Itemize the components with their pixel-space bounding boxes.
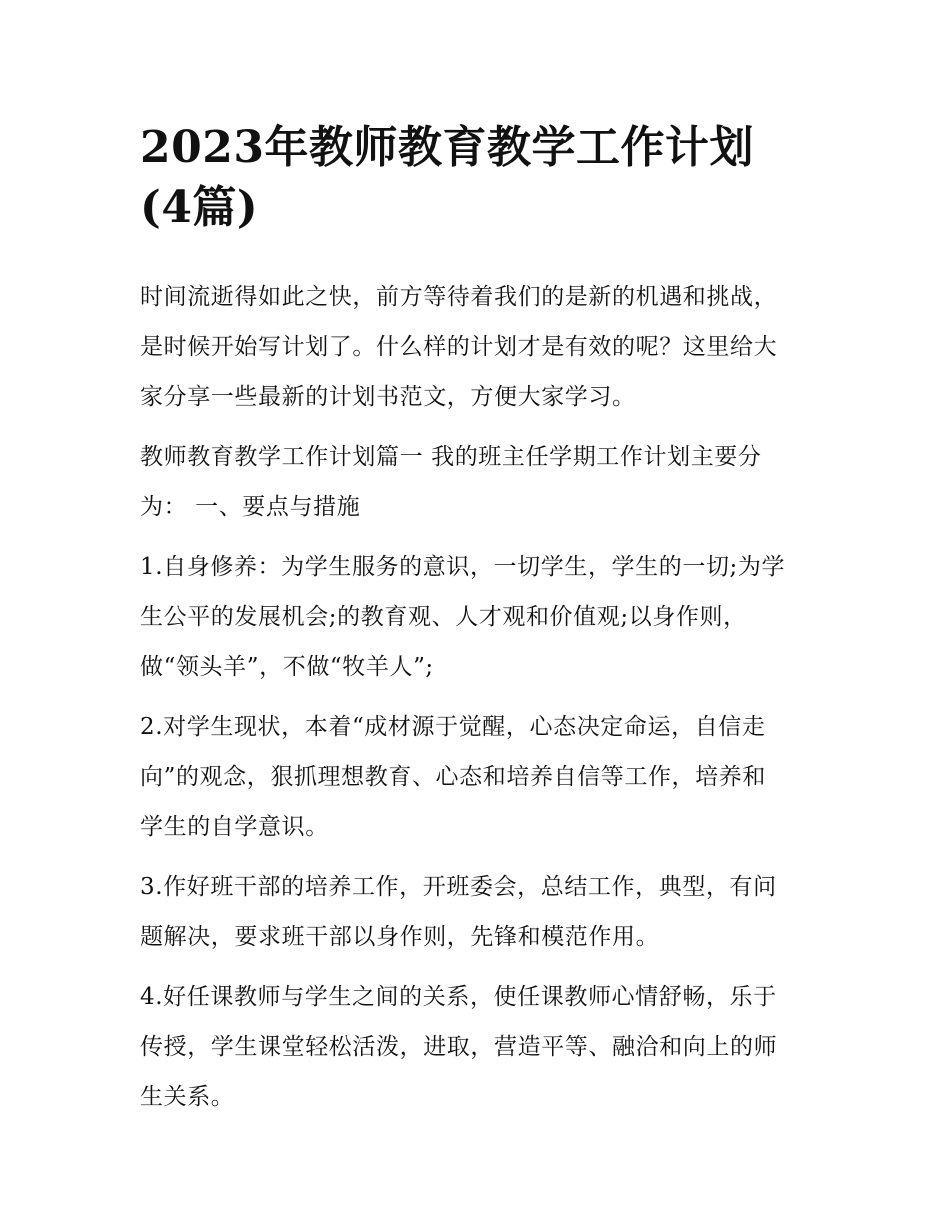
item-3-paragraph [140, 862, 812, 962]
document-page [140, 118, 812, 1132]
text-line: 教师教育教学工作计划篇一 我的班主任学期工作计划主要分 [140, 444, 762, 470]
text-line: 1.自身修养：为学生服务的意识，一切学生，学生的一切;为学 [140, 554, 786, 580]
item-2-paragraph [140, 702, 812, 852]
title-line-1: 2023年教师教育教学工作计划 [140, 122, 754, 173]
document-body [140, 272, 812, 1122]
text-line: 生公平的发展机会;的教育观、人才观和价值观;以身作则， [140, 604, 747, 630]
text-line: 题解决，要求班干部以身作则，先锋和模范作用。 [140, 924, 660, 950]
text-line: 为： 一、要点与措施 [140, 494, 361, 520]
document-title [140, 118, 812, 238]
item-4-paragraph [140, 972, 812, 1122]
text-line: 家分享一些最新的计划书范文，方便大家学习。 [140, 384, 636, 410]
section-heading-paragraph [140, 432, 812, 532]
intro-paragraph [140, 272, 812, 422]
text-line: 向”的观念，狠抓理想教育、心态和培养自信等工作，培养和 [140, 764, 766, 790]
text-line: 传授，学生课堂轻松活泼，进取，营造平等、融洽和向上的师 [140, 1034, 778, 1060]
text-line: 是时候开始写计划了。什么样的计划才是有效的呢？这里给大 [140, 334, 778, 360]
text-line: 时间流逝得如此之快，前方等待着我们的是新的机遇和挑战， [140, 284, 778, 310]
title-line-2: (4篇) [140, 182, 259, 233]
text-line: 4.好任课教师与学生之间的关系，使任课教师心情舒畅，乐于 [140, 984, 777, 1010]
item-1-paragraph [140, 542, 812, 692]
text-line: 生关系。 [140, 1084, 235, 1110]
text-line: 做“领头羊”，不做“牧羊人”; [140, 654, 434, 680]
text-line: 3.作好班干部的培养工作，开班委会，总结工作，典型，有问 [140, 874, 777, 900]
text-line: 2.对学生现状，本着“成材源于觉醒，心态决定命运，自信走 [140, 714, 766, 740]
text-line: 学生的自学意识。 [140, 814, 329, 840]
